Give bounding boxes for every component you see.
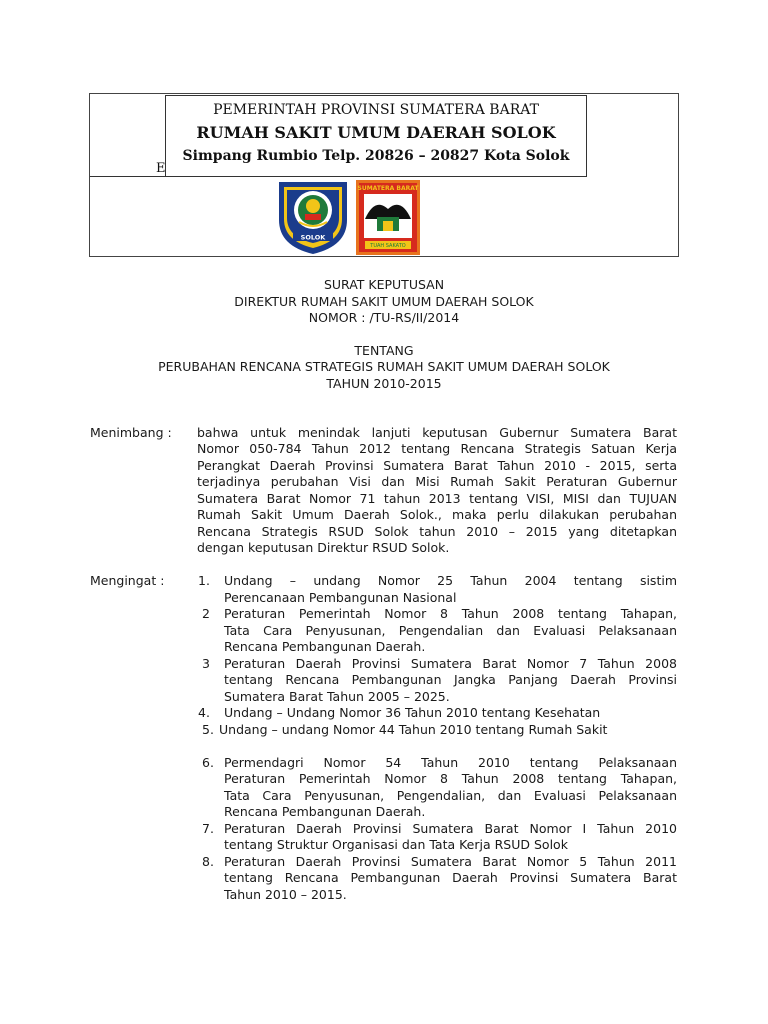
mengingat-item-line: Rencana Pembangunan Daerah.	[224, 639, 426, 654]
menimbang-line: Sumatera Barat Nomor 71 tahun 2013 tentang VISI, MISI dan TUJUAN	[197, 491, 677, 506]
mengingat-item-line: Peraturan Pemerintah Nomor 8 Tahun 2008 tentang Tahapan,	[224, 606, 677, 621]
mengingat-item-line: Tata Cara Penyusunan, Pengendalian, dan Evaluasi Pelaksanaan	[224, 788, 677, 803]
mengingat-item-line: tentang Struktur Organisasi dan Tata Kerja RSUD Solok	[224, 837, 568, 852]
sumatera-barat-logo-motto: TUAH SAKATO	[370, 243, 406, 249]
mengingat-item-line: Tata Cara Penyusunan, Pengendalian dan Evaluasi Pelaksanaan	[224, 623, 677, 638]
letterhead-address: Simpang Rumbio Telp. 20826 – 20827 Kota Solok	[182, 148, 570, 164]
mengingat-label: Mengingat :	[90, 573, 165, 588]
mengingat-item-number: 1.	[198, 573, 210, 588]
mengingat-item-line: Rencana Pembangunan Daerah.	[224, 804, 426, 819]
mengingat-item-line: Sumatera Barat Tahun 2005 – 2025.	[224, 689, 450, 704]
letterhead-government: PEMERINTAH PROVINSI SUMATERA BARAT	[213, 102, 539, 118]
decree-subject: PERUBAHAN RENCANA STRATEGIS RUMAH SAKIT UMUM DAERAH SOLOK	[158, 359, 610, 374]
mengingat-item-line: Undang – Undang Nomor 36 Tahun 2010 tentang Kesehatan	[224, 705, 601, 720]
mengingat-item-line: tentang Rencana Pembangunan Jangka Panjang Daerah Provinsi	[224, 672, 677, 687]
mengingat-item-number: 6.	[202, 755, 214, 770]
mengingat-item-line: Undang – undang Nomor 25 Tahun 2004 tentang sistim	[224, 573, 677, 588]
decree-period: TAHUN 2010-2015	[326, 376, 442, 391]
menimbang-line: Rumah Sakit Umum Daerah Solok., maka perlu dilakukan perubahan	[197, 507, 677, 522]
mengingat-item-line: Peraturan Pemerintah Nomor 8 Tahun 2008 tentang Tahapan,	[224, 771, 677, 786]
mengingat-item-number: 7.	[202, 821, 214, 836]
menimbang-line: bahwa untuk menindak lanjuti keputusan Gubernur Sumatera Barat	[197, 425, 677, 440]
solok-logo	[275, 178, 351, 256]
letterhead-heading-box	[165, 95, 587, 177]
mengingat-item-number: 4.	[198, 705, 210, 720]
mengingat-item-line: tentang Rencana Pembangunan Daerah Provinsi Sumatera Barat	[224, 870, 677, 885]
mengingat-item-number: 2	[202, 606, 210, 621]
mengingat-item-line: Tahun 2010 – 2015.	[224, 887, 347, 902]
menimbang-line: Rencana Strategis RSUD Solok tahun 2010 – 2015 yang ditetapkan	[197, 524, 677, 539]
mengingat-item-number: 8.	[202, 854, 214, 869]
menimbang-line: Perangkat Daerah Provinsi Sumatera Barat Tahun 2010 - 2015, serta	[197, 458, 677, 473]
decree-issuer: DIREKTUR RUMAH SAKIT UMUM DAERAH SOLOK	[234, 294, 534, 309]
menimbang-line: Nomor 050-784 Tahun 2012 tentang Rencana Strategis Satuan Kerja	[197, 441, 677, 456]
mengingat-item-line: Permendagri Nomor 54 Tahun 2010 tentang Pelaksanaan	[224, 755, 677, 770]
letterhead-cut-letter: E	[156, 161, 166, 176]
sumatera-barat-logo-top-label: SUMATERA BARAT	[357, 185, 419, 192]
menimbang-label: Menimbang :	[90, 425, 172, 440]
menimbang-line: dengan keputusan Direktur RSUD Solok.	[197, 540, 450, 555]
decree-subject-heading: TENTANG	[354, 343, 414, 358]
letterhead-rule	[90, 176, 165, 177]
mengingat-item-line: Perencanaan Pembangunan Nasional	[224, 590, 457, 605]
solok-logo-label: SOLOK	[300, 233, 326, 242]
mengingat-item-line: Peraturan Daerah Provinsi Sumatera Barat Nomor 7 Tahun 2008	[224, 656, 677, 671]
decree-title: SURAT KEPUTUSAN	[323, 277, 445, 292]
sumatera-barat-logo	[355, 179, 421, 256]
decree-number: NOMOR : /TU-RS/II/2014	[308, 310, 460, 325]
mengingat-item-number: 5.	[202, 722, 214, 737]
mengingat-item-line: Peraturan Daerah Provinsi Sumatera Barat Nomor 5 Tahun 2011	[224, 854, 677, 869]
mengingat-item-line: Undang – undang Nomor 44 Tahun 2010 tentang Rumah Sakit	[219, 722, 608, 737]
letterhead-hospital-name: RUMAH SAKIT UMUM DAERAH SOLOK	[196, 123, 556, 142]
menimbang-line: terjadinya perubahan Visi dan Misi Rumah Sakit Peraturan Gubernur	[197, 474, 677, 489]
mengingat-item-number: 3	[202, 656, 210, 671]
mengingat-item-line: Peraturan Daerah Provinsi Sumatera Barat Nomor I Tahun 2010	[224, 821, 677, 836]
